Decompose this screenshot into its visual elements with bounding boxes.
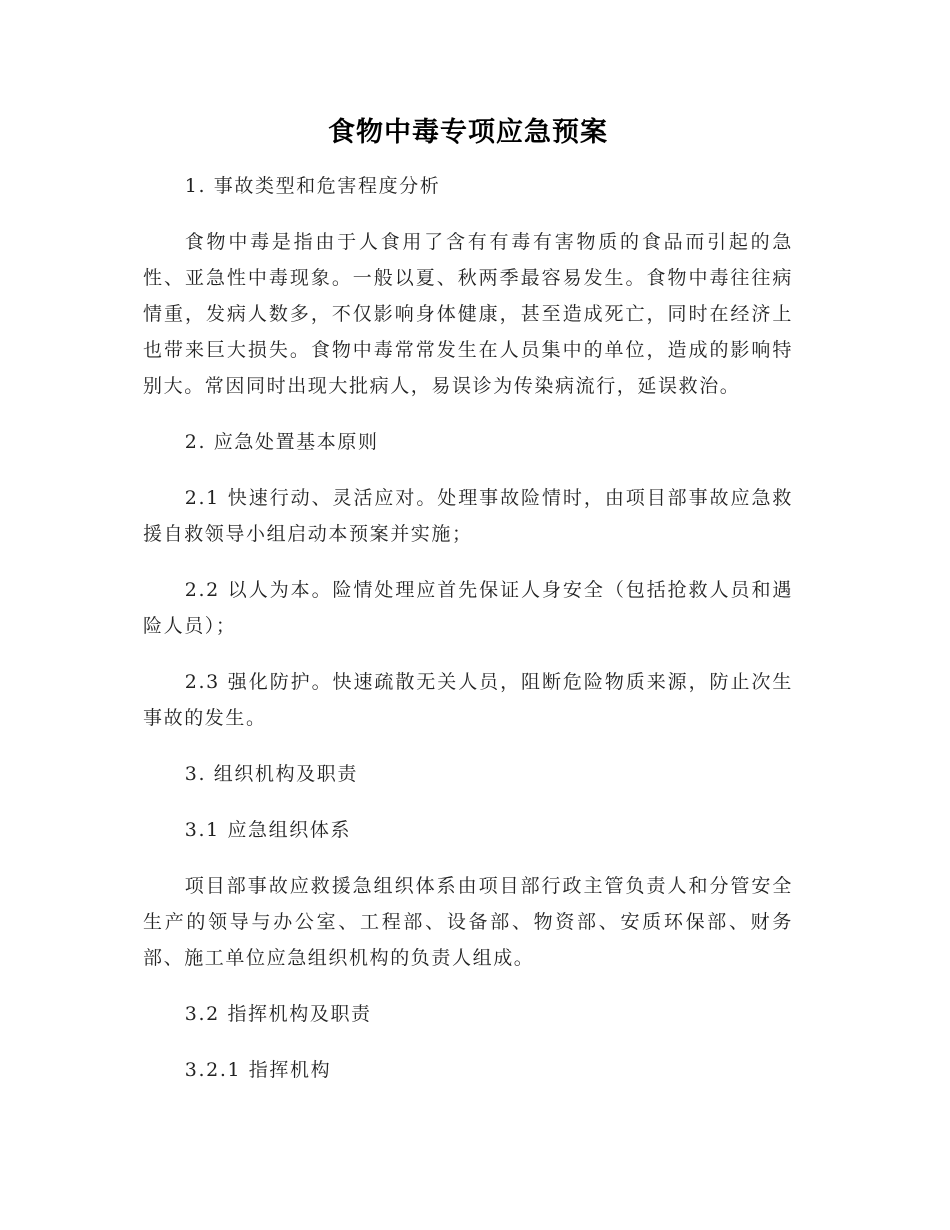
paragraph-principle-2-3: 2.3 强化防护。快速疏散无关人员，阻断危险物质来源，防止次生事故的发生。 [143,671,793,729]
subsection-heading-3-2-1: 3.2.1 指挥机构 [184,1059,332,1081]
document-body [143,108,793,1108]
paragraph-food-poisoning-overview: 食物中毒是指由于人食用了含有有毒有害物质的食品而引起的急性、亚急性中毒现象。一般以夏、秋两季最容易发生。食物中毒往往病情重，发病人数多，不仅影响身体健康，甚至造成死亡，同时在经济上也带来巨大损失。食物中毒常常发生在人员集中的单位，造成的影响特别大。常因同时出现大批病人，易误诊为传染病流行，延误救治。 [143,231,793,397]
section-heading-1: 1. 事故类型和危害程度分析 [184,175,441,197]
document-title: 食物中毒专项应急预案 [328,117,608,148]
section-heading-2: 2. 应急处置基本原则 [184,431,379,453]
subsection-heading-3-2: 3.2 指挥机构及职责 [184,1003,372,1025]
paragraph-principle-2-2: 2.2 以人为本。险情处理应首先保证人身安全（包括抢救人员和遇险人员）； [143,579,793,637]
paragraph-emergency-organization: 项目部事故应救援急组织体系由项目部行政主管负责人和分管安全生产的领导与办公室、工程部、设备部、物资部、安质环保部、财务部、施工单位应急组织机构的负责人组成。 [143,875,793,969]
paragraph-principle-2-1: 2.1 快速行动、灵活应对。处理事故险情时，由项目部事故应急救援自救领导小组启动本预案并实施； [143,487,793,545]
subsection-heading-3-1: 3.1 应急组织体系 [184,819,352,841]
section-heading-3: 3. 组织机构及职责 [184,763,358,785]
